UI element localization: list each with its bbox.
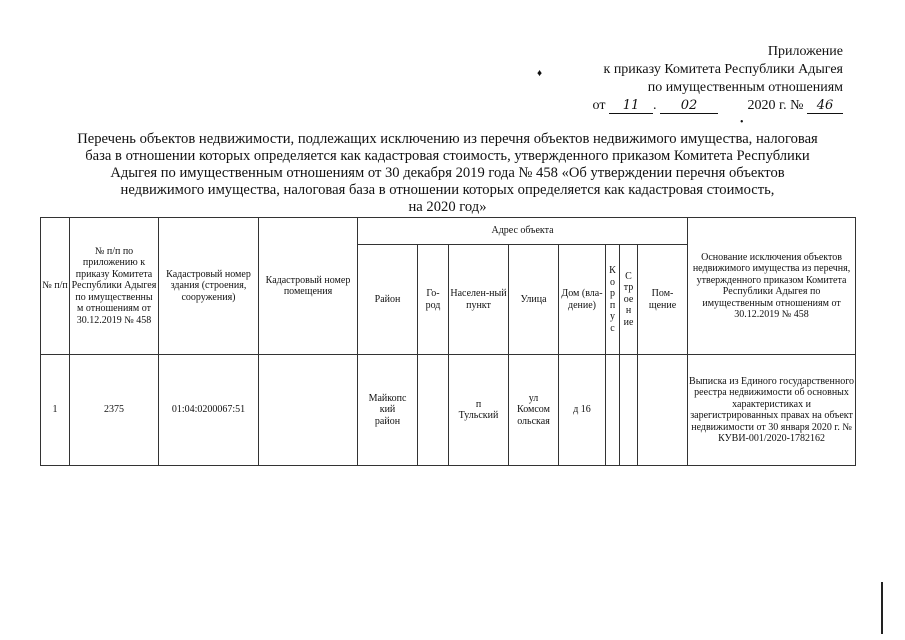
header-row	[41, 218, 856, 245]
objects-table	[40, 217, 856, 466]
scan-edge-mark	[881, 582, 883, 634]
cell-structure	[620, 355, 638, 466]
cell-district	[358, 355, 418, 466]
header-basis: Основание исключения объектов недвижимого имущества из перечня, утвержденного приказом Комитета Республики Адыгея по имущественным отношениям от 30.12.2019 № 458	[688, 218, 856, 355]
district-line: Майкопс	[368, 392, 407, 404]
order-number: 46	[807, 98, 843, 114]
corpus-letter: о	[610, 276, 615, 288]
street-line: Комсом	[517, 404, 550, 416]
corpus-letter: р	[610, 288, 615, 299]
appendix-block	[593, 43, 843, 115]
header-premises: Пом-щение	[638, 245, 688, 355]
title-line: на 2020 год»	[408, 199, 487, 215]
district-line: район	[374, 415, 401, 427]
title-line: Адыгея по имущественным отношениям от 30 декабря 2019 года № 458 «Об утверждении перечня объектов	[110, 165, 785, 181]
document-title	[40, 131, 855, 216]
header-room-cadastral: Кадастровый номер помещения	[259, 218, 358, 355]
corpus-letter: п	[609, 299, 616, 311]
cell-street	[509, 355, 559, 466]
header-settlement: Населен-ный пункт	[449, 245, 509, 355]
scan-dot: •	[740, 117, 744, 128]
cell-house: д 16	[559, 355, 606, 466]
settlement-line: Тульский	[458, 410, 499, 421]
date-day: 11	[609, 98, 653, 114]
structure-part: тр	[623, 282, 634, 294]
header-house: Дом (вла-дение)	[559, 245, 606, 355]
title-line: недвижимого имущества, налоговая база в отношении которых определяется как кадастровая стоимость,	[120, 182, 775, 198]
district-line: кий	[379, 404, 396, 416]
header-building-cadastral: Кадастровый номер здания (строения, сооружения)	[159, 218, 259, 355]
title-line: Перечень объектов недвижимости, подлежащих исключению из перечня объектов недвижимого имущества, налоговая	[77, 131, 818, 147]
scan-mark: ♦	[537, 68, 543, 79]
structure-part: ое	[623, 293, 634, 305]
title-line: база в отношении которых определяется как кадастровая стоимость, утвержденного приказом Комитета Республики	[85, 148, 810, 164]
date-separator: .	[652, 98, 657, 113]
table-row	[41, 355, 856, 466]
structure-part: н	[625, 305, 632, 317]
date-year: 2020 г. №	[747, 98, 804, 113]
cell-building-cadastral: 01:04:0200067:51	[159, 355, 259, 466]
header-corpus	[606, 245, 620, 355]
appendix-line-order: к приказу Комитета Республики Адыгея	[603, 62, 843, 77]
date-month: 02	[660, 98, 718, 114]
header-address-group: Адрес объекта	[358, 218, 688, 245]
cell-num-in-appendix: 2375	[70, 355, 159, 466]
cell-settlement	[449, 355, 509, 466]
cell-corpus	[606, 355, 620, 466]
header-num: № п/п	[41, 218, 70, 355]
cell-basis: Выписка из Единого государственного реестра недвижимости об основных характеристиках и зарегистрированных правах на объект недвижимости от 30 января 2020 г. № КУВИ-001/2020-1782162	[688, 355, 856, 466]
cell-room-cadastral	[259, 355, 358, 466]
date-prefix: от	[592, 98, 606, 113]
appendix-title: Приложение	[767, 44, 843, 59]
header-structure	[620, 245, 638, 355]
appendix-line-committee: по имущественным отношениям	[647, 80, 843, 95]
appendix-date-line	[593, 97, 843, 115]
header-district: Район	[358, 245, 418, 355]
header-num-in-appendix: № п/п по приложению к приказу Комитета Республики Адыгея по имущественны м отношениям от 30.12.2019 № 458	[70, 218, 159, 355]
header-city: Го-род	[418, 245, 449, 355]
header-street: Улица	[509, 245, 559, 355]
street-line: ул	[528, 392, 539, 404]
structure-part: ие	[623, 316, 634, 328]
settlement-line: п	[475, 398, 482, 410]
corpus-letter: у	[610, 311, 615, 322]
cell-city	[418, 355, 449, 466]
street-line: ольская	[517, 415, 550, 427]
structure-part: С	[625, 270, 632, 282]
corpus-letter: с	[610, 322, 615, 334]
cell-num: 1	[41, 355, 70, 466]
corpus-letter: К	[609, 265, 616, 276]
cell-premises	[638, 355, 688, 466]
